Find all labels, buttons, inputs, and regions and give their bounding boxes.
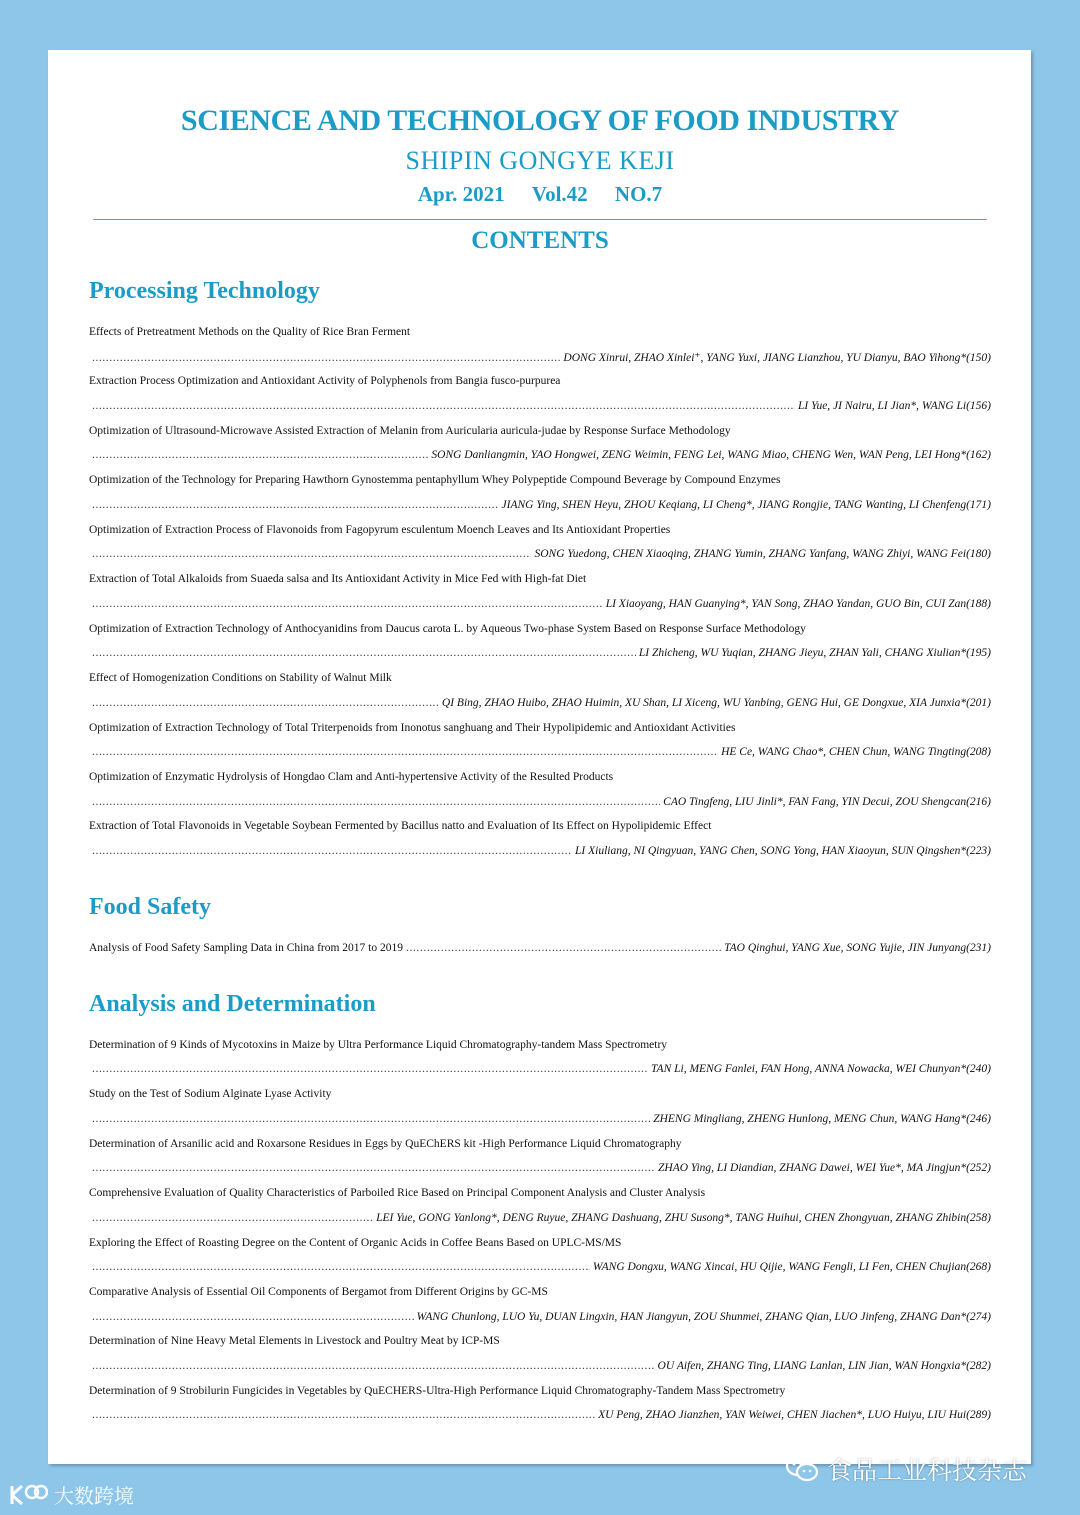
entry-authors: WANG Chunlong, LUO Yu, DUAN Lingxin, HAN Jiangyun, ZOU Shunmei, ZHANG Qian, LUO Jinfeng, ZHANG Dan*(274) [416,1311,991,1323]
dot-leader [92,1261,590,1273]
issue-volume: Vol.42 [531,182,588,206]
entry-byline [89,548,991,560]
watermark-dashujuajing [8,1480,134,1509]
section-title-food-safety: Food Safety [89,894,211,920]
dot-leader [406,942,721,954]
entry-authors: ZHENG Mingliang, ZHENG Hunlong, MENG Chun, WANG Hang*(246) [653,1113,991,1125]
entry-title[interactable]: Optimization of the Technology for Preparing Hawthorn Gynostemma pentaphyllum Whey Polypeptide Compound Beverage by Compound Enzymes [89,474,781,486]
entry-byline [89,350,991,364]
entry-byline [89,746,991,758]
dot-leader [92,499,499,511]
entry-title[interactable]: Extraction of Total Flavonoids in Vegetable Soybean Fermented by Bacillus natto and Evaluation of Its Effect on Hypolipidemic Effect [89,820,712,832]
entry-authors: LI Yue, JI Nairu, LI Jian*, WANG Li(156) [798,400,991,412]
entry-byline[interactable] [89,942,991,954]
watermark-right-text: 食品工业科技杂志 [827,1456,1028,1485]
entry-title[interactable]: Comprehensive Evaluation of Quality Characteristics of Parboiled Rice Based on Principal Component Analysis and Cluster Analysis [89,1187,706,1199]
entry-title[interactable]: Comparative Analysis of Essential Oil Components of Bergamot from Different Origins by GC-MS [89,1286,548,1298]
entry-authors: JIANG Ying, SHEN Heyu, ZHOU Keqiang, LI Cheng*, JIANG Rongjie, TANG Wanting, LI Chenfeng(171) [501,499,991,511]
dot-leader [92,1113,650,1125]
entry-authors: TAO Qinghui, YANG Xue, SONG Yujie, JIN Junyang(231) [724,942,991,954]
entry-byline [89,1063,991,1075]
entry-title[interactable]: Determination of Arsanilic acid and Roxarsone Residues in Eggs by QuEChERS kit -High Performance Liquid Chromatography [89,1138,682,1150]
entry-authors: SONG Danliangmin, YAO Hongwei, ZENG Weimin, FENG Lei, WANG Miao, CHENG Wen, WAN Peng, LEI Hong*(162) [431,449,991,461]
entry-title[interactable]: Optimization of Ultrasound-Microwave Assisted Extraction of Melanin from Auricularia auricula-judae by Response Surface Methodology [89,425,731,437]
entry-authors: OU Aifen, ZHANG Ting, LIANG Lanlan, LIN Jian, WAN Hongxia*(282) [657,1360,991,1372]
issue-date: Apr. 2021 [417,182,505,206]
entry-title[interactable]: Determination of 9 Strobilurin Fungicides in Vegetables by QuECHERS-Ultra-High Performance Liquid Chromatography-Tandem Mass Spectrometry [89,1385,786,1397]
entry-authors: CAO Tingfeng, LIU Jinli*, FAN Fang, YIN Decui, ZOU Shengcan(216) [663,796,991,808]
entry-byline [89,796,991,808]
entry-title[interactable]: Optimization of Enzymatic Hydrolysis of Hongdao Clam and Anti-hypertensive Activity of the Resulted Products [89,771,614,783]
entry-title[interactable]: Optimization of Extraction Technology of Anthocyanidins from Daucus carota L. by Aqueous Two-phase System Based on Response Surface Methodology [89,623,806,635]
entry-authors: LI Xiaoyang, HAN Guanying*, YAN Song, ZHAO Yandan, GUO Bin, CUI Zan(188) [605,598,991,610]
entry-authors: SONG Yuedong, CHEN Xiaoqing, ZHANG Yumin, ZHANG Yanfang, WANG Zhiyi, WANG Fei(180) [534,548,991,560]
dot-leader [92,746,718,758]
entry-title[interactable]: Study on the Test of Sodium Alginate Lyase Activity [89,1088,332,1100]
dot-leader [92,1162,655,1174]
logo-icon [8,1482,48,1508]
issue-number: NO.7 [614,182,663,206]
dot-leader [92,598,603,610]
entry-byline [89,845,991,857]
entry-title[interactable]: Extraction of Total Alkaloids from Suaeda salsa and Its Antioxidant Activity in Mice Fed with High-fat Diet [89,573,587,585]
entry-title[interactable]: Optimization of Extraction Technology of Total Triterpenoids from Inonotus sanghuang and Their Hypolipidemic and Antioxidant Activities [89,722,736,734]
entry-authors: ZHAO Ying, LI Diandian, ZHANG Dawei, WEI Yue*, MA Jingjun*(252) [658,1162,991,1174]
wechat-icon [785,1455,819,1483]
entry-byline [89,1311,991,1323]
entry-byline [89,1360,991,1372]
dot-leader [92,1311,414,1323]
dot-leader [92,647,636,659]
entry-byline [89,1113,991,1125]
entry-byline [89,1261,991,1273]
watermark-left-text: 大数跨境 [54,1484,134,1508]
entry-title: Analysis of Food Safety Sampling Data in China from 2017 to 2019 [89,942,403,954]
entry-byline [89,1409,991,1421]
dot-leader [92,449,428,461]
dot-leader [92,796,660,808]
entry-authors: QI Bing, ZHAO Huibo, ZHAO Huimin, XU Shan, LI Xiceng, WU Yanbing, GENG Hui, GE Dongxue, XIA Junxia*(201) [441,697,991,709]
entry-authors: LEI Yue, GONG Yanlong*, DENG Ruyue, ZHANG Dashuang, ZHU Susong*, TANG Huihui, CHEN Zhongyuan, ZHANG Zhibin(258) [376,1212,991,1224]
dot-leader [92,352,560,364]
entry-title[interactable]: Optimization of Extraction Process of Flavonoids from Fagopyrum esculentum Moench Leaves and Its Antioxidant Properties [89,524,671,536]
dot-leader [92,1360,655,1372]
entry-authors: LI Zhicheng, WU Yuqian, ZHANG Jieyu, ZHAN Yali, CHANG Xiulian*(195) [638,647,991,659]
entry-title[interactable]: Determination of Nine Heavy Metal Elements in Livestock and Poultry Meat by ICP-MS [89,1335,500,1347]
entry-authors: TAN Li, MENG Fanlei, FAN Hong, ANNA Nowacka, WEI Chunyan*(240) [651,1063,991,1075]
entry-authors: DONG Xinrui, ZHAO Xinlei⁺, YANG Yuxi, JIANG Lianzhou, YU Dianyu, BAO Yihong*(150) [563,352,991,364]
watermark-wechat-account [785,1451,1027,1487]
entry-title[interactable]: Extraction Process Optimization and Antioxidant Activity of Polyphenols from Bangia fusco-purpurea [89,375,561,387]
entry-byline [89,499,991,511]
entry-title[interactable]: Effects of Pretreatment Methods on the Quality of Rice Bran Ferment [89,326,411,338]
dot-leader [92,697,439,709]
entry-authors: XU Peng, ZHAO Jianzhen, YAN Weiwei, CHEN Jiachen*, LUO Huiyu, LIU Hui(289) [598,1409,991,1421]
entry-byline [89,1162,991,1174]
entry-byline [89,400,991,412]
entry-byline [89,697,991,709]
dot-leader [92,1409,595,1421]
entry-title[interactable]: Effect of Homogenization Conditions on Stability of Walnut Milk [89,672,392,684]
journal-issue [0,182,1080,207]
dot-leader [92,548,531,560]
header-divider [93,219,987,220]
section-title-processing: Processing Technology [89,278,320,304]
journal-title: SCIENCE AND TECHNOLOGY OF FOOD INDUSTRY [180,104,900,137]
entry-title[interactable]: Determination of 9 Kinds of Mycotoxins in Maize by Ultra Performance Liquid Chromatography-tandem Mass Spectrometry [89,1039,668,1051]
entry-title[interactable]: Exploring the Effect of Roasting Degree on the Content of Organic Acids in Coffee Beans Based on UPLC-MS/MS [89,1237,622,1249]
contents-heading: CONTENTS [471,227,609,254]
dot-leader [92,1063,648,1075]
journal-pinyin: SHIPIN GONGYE KEJI [405,146,675,175]
dot-leader [92,845,572,857]
entry-byline [89,449,991,461]
entry-byline [89,598,991,610]
entry-byline [89,647,991,659]
dot-leader [92,400,795,412]
entry-byline [89,1212,991,1224]
entry-authors: WANG Dongxu, WANG Xincai, HU Qijie, WANG Fengli, LI Fen, CHEN Chujian(268) [592,1261,991,1273]
dot-leader [92,1212,373,1224]
entry-authors: LI Xiuliang, NI Qingyuan, YANG Chen, SONG Yong, HAN Xiaoyun, SUN Qingshen*(223) [575,845,991,857]
section-title-analysis: Analysis and Determination [89,991,376,1017]
entry-authors: HE Ce, WANG Chao*, CHEN Chun, WANG Tingting(208) [721,746,991,758]
